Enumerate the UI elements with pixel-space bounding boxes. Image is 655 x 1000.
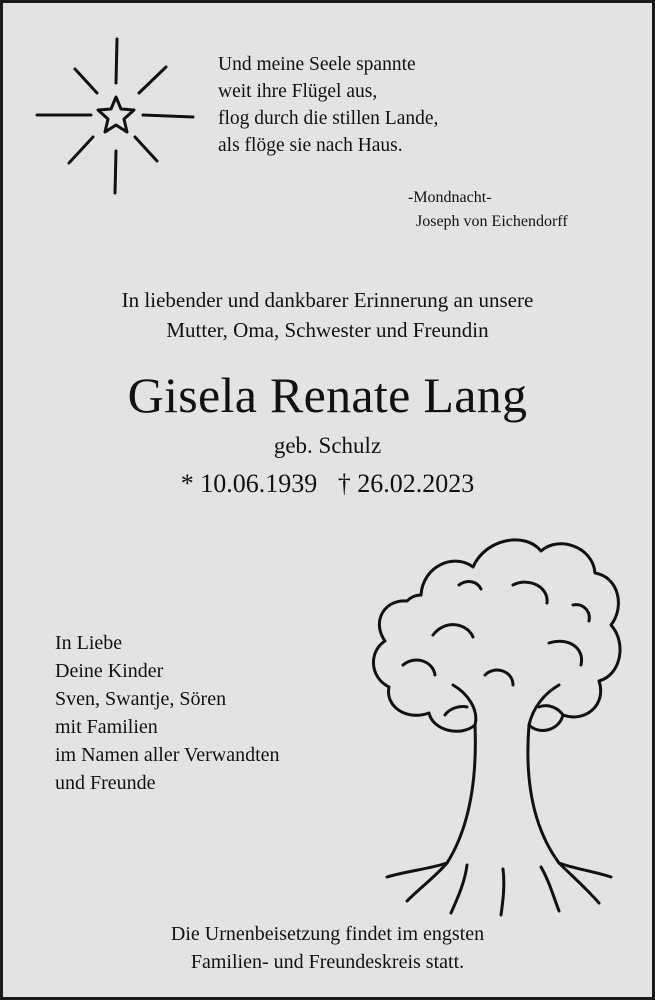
mourners-line: im Namen aller Verwandten <box>55 744 280 766</box>
life-dates <box>3 467 652 501</box>
burial-notice <box>3 920 652 976</box>
birth-symbol: * <box>180 469 194 498</box>
deceased-name: Gisela Renate Lang <box>127 367 528 423</box>
mourners-line: Sven, Swantje, Sören <box>55 688 227 710</box>
mourners-line: mit Familien <box>55 716 158 738</box>
poem-title: -Mondnacht- <box>408 189 492 206</box>
maiden-name: geb. Schulz <box>273 433 382 458</box>
death-date: 26.02.2023 <box>357 469 475 498</box>
burial-notice-line: Familien- und Freundeskreis statt. <box>190 951 465 973</box>
intro-line: Mutter, Oma, Schwester und Freundin <box>166 318 489 342</box>
poem-line: flog durch die stillen Lande, <box>218 108 439 129</box>
intro-line: In liebender und dankbarer Erinnerung an unsere <box>121 288 534 312</box>
death-symbol: † <box>337 469 351 498</box>
poem-line: Und meine Seele spannte <box>218 54 416 75</box>
star-burst-icon <box>33 33 198 198</box>
poem-source <box>408 186 568 234</box>
poem-line: als flöge sie nach Haus. <box>218 135 403 156</box>
intro-text <box>3 285 652 345</box>
burial-notice-line: Die Urnenbeisetzung findet im engsten <box>170 923 485 945</box>
mourners-signature <box>55 629 280 797</box>
poem-author: Joseph von Eichendorff <box>416 213 568 230</box>
mourners-line: In Liebe <box>55 632 123 654</box>
mourners-line: und Freunde <box>55 772 156 794</box>
poem-verse <box>218 51 438 159</box>
poem-line: weit ihre Flügel aus, <box>218 81 378 102</box>
tree-illustration <box>363 525 625 917</box>
birth-date: 10.06.1939 <box>200 469 318 498</box>
mourners-line: Deine Kinder <box>55 660 164 682</box>
